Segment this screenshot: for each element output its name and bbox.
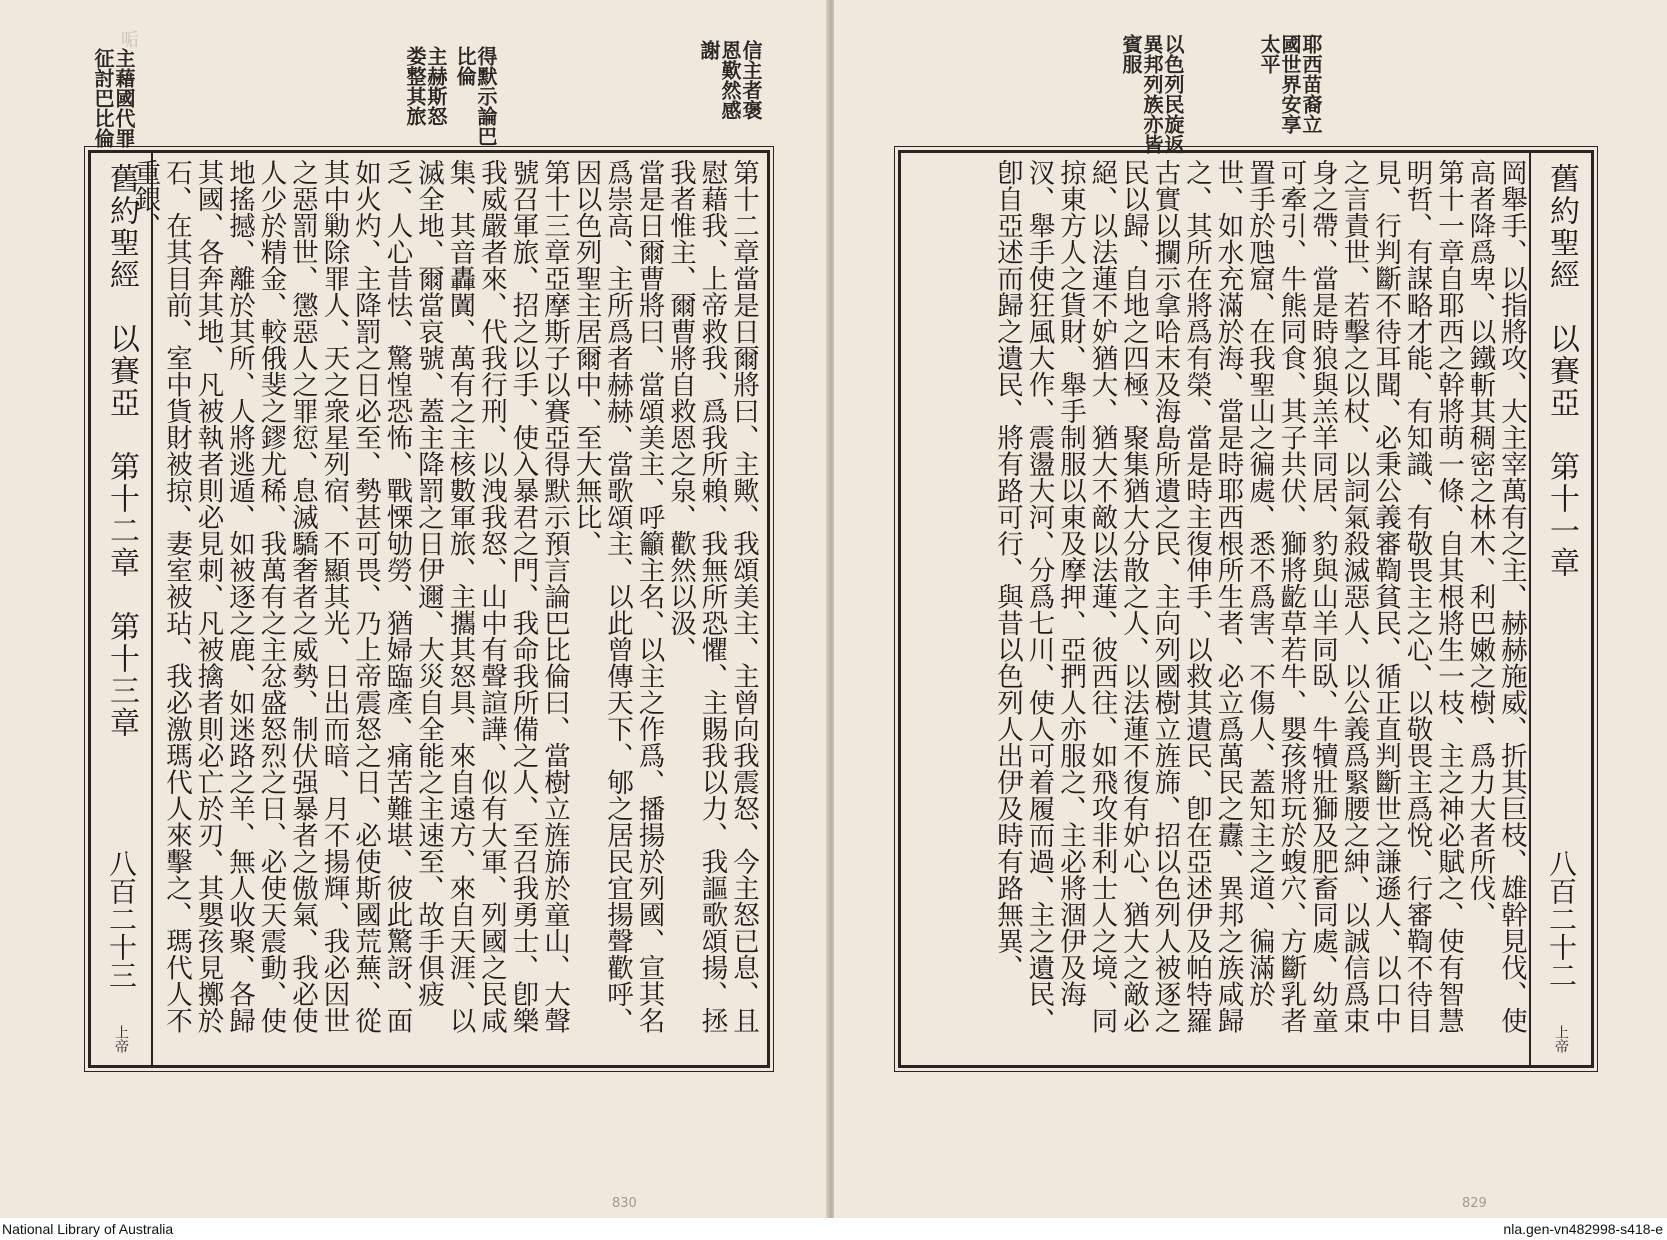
- footer-identifier: nla.gen-vn482998-s418-e: [1503, 1221, 1663, 1237]
- bleed-through-text: 㖃: [118, 30, 139, 48]
- left-paragraph-1: 第十二章當是日爾將曰、主歟、我頌美主、主曾向我震怒、今主怒已息、且慰藉我、上帝救我、爲我所賴、我無所恐懼、主賜我以力、我謳歌頌揚、拯我者惟主、爾曹將自救恩之泉、歡然以汲、: [665, 159, 759, 1034]
- right-body-text: [907, 159, 1527, 1055]
- left-paragraph-3: 第十三章亞摩斯子以賽亞得默示預言論巴比倫曰、當樹立旌旆於童山、大聲號召軍旅、招之以手、使入暴君之門、我命我所備之人、至召我勇士、卽樂我威嚴者來、代我行刑、以洩我怒、山中有聲諠譁、似有大軍、列國之民咸集、其音轟闐、萬有之主核數軍旅、主攜其怒具、來自遠方、來自天涯、以滅全地、爾當哀號、蓋主降罰之日伊邇、大災自全能之主速至、故手俱疲乏、人心昔怯、驚惶恐怖、戰慄劬勞、猶婦臨產、痛苦難堪、彼此驚訝、面如火灼、主降罰之日必至、勢甚可畏、乃上帝震怒之日、必使斯國荒蕪、從其中勦除罪人、天之衆星列宿、不顯其光、日出而暗、月不揚輝、我必因世之惡罰世、懲惡人之罪愆、息滅驕奢者之威勢、制伏强暴者之傲氣、我必使人少於精金、較俄斐之鏐尤稀、我萬有之主忿盛怒烈之日、必使天震動、使地搖撼、離於其所、人將逃遁、如被逐之鹿、如迷路之羊、無人收聚、各歸其國、各奔其地、凡被執者則必見刺、凡被擒者則必亡於刃、其嬰孩見擲於石、在其目前、室中貨財被掠、妻室被玷、我必激瑪代人來擊之、瑪代人不重銀、: [129, 159, 570, 1034]
- footer-bar: [0, 1218, 1667, 1240]
- left-page: [0, 0, 828, 1218]
- margin-note-left-1: 信主者褒恩歎然感謝: [697, 40, 763, 120]
- right-paragraph-2: 第十一章自耶西之幹將萌一條、自其根將生一枝、主之神必賦之、使有智慧明哲、有謀略才能、有知識、有敬畏主之心、以敬畏主爲悅、行審鞫不待目見、行判斷不待耳聞、必秉公義審鞫貧民、循正直判斷世之謙遜人、以口中之言責世、若擊之以杖、以詞氣殺滅惡人、以公義爲緊腰之紳、以誠信爲束身之帶、當是時狼與羔羊同居、豹與山羊同臥、牛犢壯獅及肥畜同處、幼童可牽引、牛熊同食、其子共伏、獅將齕草若牛、嬰孩將玩於蝮穴、方斷乳者置手於虺窟、在我聖山之徧處、悉不爲害、不傷人、蓋知主之道、徧滿於世、如水充滿於海、當是時耶西根所生者、必立爲萬民之纛、異邦之族咸歸之、其所在將爲有榮、當是時主復伸手、以救其遺民、卽在亞述伊及帕特羅古實以攔示拿哈末及海島所遺之民、主向列國樹立旌旆、招以色列人被逐之民以歸、自地之四極、聚集猶大分散之人、以法蓮不復有妒心、猶大之敵必絕、以法蓮不妒猶大、猶大不敵以法蓮、彼西往、如飛攻非利士人之境、同掠東方人之貨財、舉手制服以東及摩押、亞捫人亦服之、主必將涸伊及海汊、舉手使狂風大作、震盪大河、分爲七川、使人可着履而過、主之遺民、卽自亞述而歸之遺民、將有路可行、與昔以色列人出伊及時有路無異、: [992, 159, 1464, 1034]
- right-catchword: 上帝: [1553, 1025, 1569, 1053]
- left-text-frame: [88, 150, 770, 1068]
- right-paragraph-1: 岡舉手、以指將攻、大主宰萬有之主、赫赫施威、折其巨枝、雄幹見伐、使高者降爲卑、以鐵斬其稠密之林木、利巴嫩之樹、爲力大者所伐、: [1464, 159, 1527, 1034]
- margin-note-right-1: 耶西苗裔立國世界安享太平: [1257, 34, 1323, 134]
- left-paragraph-2: 當是日爾曹將曰、當頌美主、呼籲主名、以主之作爲、播揚於列國、宣其名爲崇高、主所爲者赫赫、當歌頌主、以此曾傳天下、郇之居民宜揚聲歡呼、因以色列聖主居爾中、至大無比、: [570, 159, 665, 1034]
- right-page: [834, 0, 1667, 1218]
- left-catchword: 上帝: [113, 1025, 129, 1053]
- left-body-text: [129, 159, 759, 1055]
- margin-note-left-3: 主赫斯怒娄整其旅: [403, 46, 448, 126]
- left-page-number: 八百二十三: [105, 849, 138, 989]
- footer-library-name: National Library of Australia: [2, 1221, 174, 1237]
- margin-note-left-2: 得默示論巴比倫: [453, 46, 498, 146]
- left-running-title: 舊約聖經 以賽亞 第十二章 第十三章: [104, 163, 139, 739]
- handwritten-number-left: 830: [612, 1196, 637, 1211]
- right-text-frame: [898, 150, 1594, 1068]
- margin-note-left-4: 主藉國代罪征討巴比倫: [91, 48, 136, 148]
- right-header-column: [1529, 153, 1591, 1065]
- right-running-title: 舊約聖經 以賽亞 第十一章: [1544, 163, 1579, 579]
- margin-note-right-2: 以色列民旋返異邦列族亦皆賓服: [1119, 34, 1185, 154]
- handwritten-number-right: 829: [1462, 1196, 1487, 1211]
- right-page-number: 八百二十二: [1545, 849, 1578, 989]
